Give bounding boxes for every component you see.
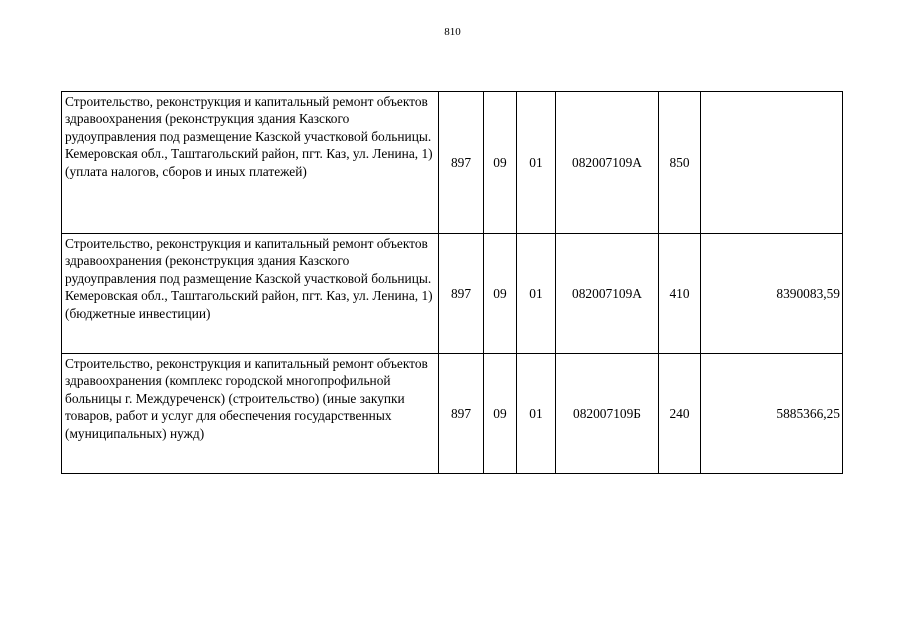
- amount-cell: 5885366,25: [701, 354, 843, 474]
- table-row: [62, 234, 843, 354]
- budget-table: [61, 91, 843, 474]
- expense-type-cell: 850: [659, 92, 701, 234]
- subsection-code-cell: 01: [517, 234, 556, 354]
- subsection-code-cell: 01: [517, 92, 556, 234]
- subsection-code-cell: 01: [517, 354, 556, 474]
- expense-type-cell: 410: [659, 234, 701, 354]
- page-number: 810: [444, 26, 461, 38]
- section-code-cell: 09: [484, 92, 517, 234]
- ministry-code-cell: 897: [439, 354, 484, 474]
- ministry-code-cell: 897: [439, 92, 484, 234]
- target-article-cell: 082007109Б: [556, 354, 659, 474]
- ministry-code-cell: 897: [439, 234, 484, 354]
- section-code-cell: 09: [484, 354, 517, 474]
- target-article-cell: 082007109А: [556, 234, 659, 354]
- row-name-cell: Строительство, реконструкция и капитальный ремонт объектов здравоохранения (реконструкция здания Казского рудоуправления под размещение Казской участковой больницы. Кемеровская обл., Таштагольский район, пгт. Каз, ул. Ленина, 1) (уплата налогов, сборов и иных платежей): [62, 92, 439, 234]
- target-article-cell: 082007109А: [556, 92, 659, 234]
- row-name-cell: Строительство, реконструкция и капитальный ремонт объектов здравоохранения (комплекс городской многопрофильной больницы г. Междуреченск) (строительство) (иные закупки товаров, работ и услуг для обеспечения государственных (муниципальных) нужд): [62, 354, 439, 474]
- expense-type-cell: 240: [659, 354, 701, 474]
- table-row: [62, 92, 843, 234]
- amount-cell: 8390083,59: [701, 234, 843, 354]
- row-name-cell: Строительство, реконструкция и капитальный ремонт объектов здравоохранения (реконструкция здания Казского рудоуправления под размещение Казской участковой больницы. Кемеровская обл., Таштагольский район, пгт. Каз, ул. Ленина, 1) (бюджетные инвестиции): [62, 234, 439, 354]
- amount-cell: [701, 92, 843, 234]
- table-row: [62, 354, 843, 474]
- section-code-cell: 09: [484, 234, 517, 354]
